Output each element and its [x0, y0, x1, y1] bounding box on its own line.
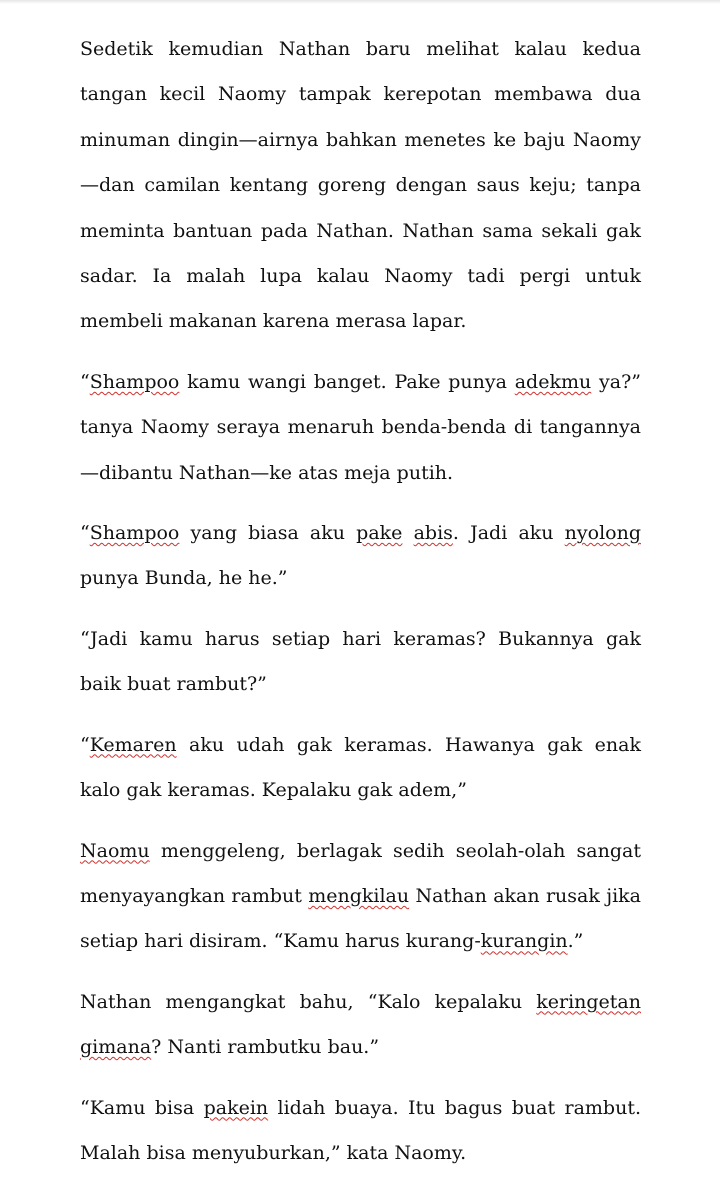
text-run: ya?” tanya Naomy seraya menaruh benda-benda di tangannya—dibantu Nathan—ke atas meja putih. [80, 370, 641, 484]
text-run: kamu wangi banget. Pake punya [179, 370, 515, 393]
text-run: lidah buaya. Itu bagus buat rambut. Malah bisa menyuburkan,” kata Naomy. [80, 1096, 642, 1164]
misspelled-word[interactable]: abis [413, 522, 453, 545]
text-run: Sedetik kemudian Nathan baru melihat kalau kedua tangan kecil Naomy tampak kerepotan membawa dua minuman dingin—airnya bahkan menetes ke baju Naomy—dan camilan kentang goreng dengan saus keju; tanpa meminta bantuan pada Nathan. Nathan sama sekali gak sadar. Ia malah lupa kalau Naomy tadi pergi untuk membeli makanan karena merasa lapar. [80, 38, 641, 333]
misspelled-word[interactable]: kurangin [480, 930, 568, 953]
text-run: yang biasa aku [179, 522, 357, 545]
paragraph [80, 360, 641, 496]
misspelled-word[interactable]: Shampoo [89, 522, 180, 545]
text-run: “ [80, 522, 90, 545]
paragraph [80, 723, 641, 814]
misspelled-word[interactable]: mengkilau [308, 884, 410, 907]
misspelled-word[interactable]: pakein [203, 1096, 269, 1119]
text-run [402, 522, 413, 544]
text-run: punya Bunda, he he.” [80, 567, 288, 590]
text-run: .” [567, 930, 584, 953]
text-run: aku udah gak keramas. Hawanya gak enak kalo gak keramas. Kepalaku gak adem,” [80, 733, 641, 802]
text-run: Nathan mengangkat bahu, “Kalo kepalaku [80, 990, 537, 1013]
document-body[interactable] [80, 27, 641, 1191]
text-run: “Kamu bisa [80, 1096, 204, 1119]
text-run: ? Nanti rambutku bau.” [151, 1036, 380, 1059]
misspelled-word[interactable]: gimana [80, 1036, 152, 1059]
misspelled-word[interactable]: Shampoo [89, 370, 180, 393]
misspelled-word[interactable]: keringetan [536, 990, 641, 1013]
misspelled-word[interactable]: nyolong [564, 522, 641, 545]
text-run: menggeleng, berlagak sedih seolah-olah sangat menyayangkan rambut [80, 839, 641, 907]
paragraph [80, 511, 641, 602]
text-run: Nathan akan rusak jika setiap hari disiram. “Kamu harus kurang- [80, 884, 641, 953]
text-run: “ [80, 370, 90, 393]
text-run: “Jadi kamu harus setiap hari keramas? Bukannya gak baik buat rambut?” [80, 627, 641, 696]
misspelled-word[interactable]: adekmu [514, 370, 592, 393]
paragraph [80, 1086, 641, 1177]
misspelled-word[interactable]: pake [356, 522, 403, 545]
paragraph [80, 829, 641, 965]
paragraph [80, 27, 641, 345]
misspelled-word[interactable]: Naomu [80, 839, 150, 862]
misspelled-word[interactable]: Kemaren [89, 733, 177, 756]
paragraph [80, 617, 641, 708]
text-run: “ [80, 733, 90, 756]
text-run: . Jadi aku [452, 522, 565, 545]
paragraph [80, 980, 641, 1071]
page-top-edge [0, 0, 720, 4]
